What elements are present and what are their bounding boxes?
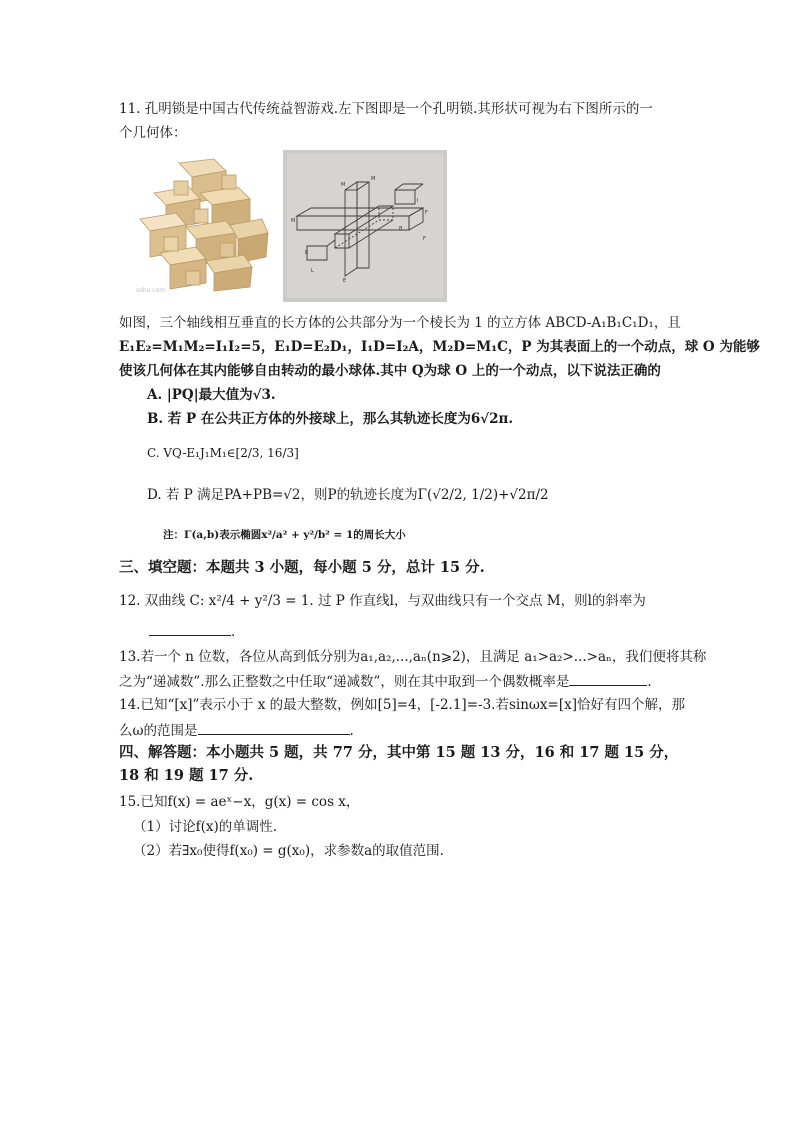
q11-option-b: B. 若 P 在公共正方体的外接球上，那么其轨迹长度为6√2π. — [147, 411, 514, 427]
section-4-heading-line-2: 18 和 19 题 17 分. — [119, 767, 254, 784]
svg-text:M: M — [341, 182, 346, 188]
q15-part-2: （2）若∃x₀使得f(x₀) = g(x₀)，求参数a的取值范围. — [133, 843, 444, 859]
q15-part-1: （1）讨论f(x)的单调性. — [133, 819, 278, 835]
q11-stem-line-1: 11. 孔明锁是中国古代传统益智游戏.左下图即是一个孔明锁.其形状可视为右下图所示的一 — [119, 101, 653, 117]
q11-note: 注：Γ(a,b)表示椭圆x²/a² + y²/b² = 1的周长大小 — [163, 529, 406, 541]
q11-desc-line-1: 如图，三个轴线相互垂直的长方体的公共部分为一个棱长为 1 的立方体 ABCD-A₁B₁C₁D₁，且 — [119, 315, 681, 331]
section-4-heading-line-1: 四、解答题：本小题共 5 题，共 77 分，其中第 15 题 13 分，16 和 17 题 15 分， — [119, 744, 679, 761]
section-3-heading: 三、填空题：本题共 3 小题，每小题 5 分，总计 15 分. — [119, 559, 485, 576]
kongming-lock-sketch — [283, 150, 447, 302]
q14-answer-blank[interactable] — [198, 721, 350, 735]
svg-text:F: F — [425, 210, 428, 216]
q14-line-2: 么ω的范围是 . — [119, 723, 354, 739]
q11-desc-line-3: 使该几何体在其内能够自由转动的最小球体.其中 Q为球 O 上的一个动点，以下说法正确的 — [119, 363, 661, 379]
svg-text:F: F — [423, 236, 426, 242]
q13-line-2-text: 之为“递减数”.那么正整数之中任取“递减数”，则在其中取到一个偶数概率是 — [119, 674, 570, 690]
svg-text:I: I — [417, 198, 419, 204]
q13-line-1: 13.若一个 n 位数，各位从高到低分别为a₁,a₂,...,aₙ(n⩾2)，且满足 a₁>a₂>...>aₙ，我们便将其称 — [119, 649, 707, 665]
q12-answer-line: . — [149, 622, 235, 641]
q15-line-1: 15.已知f(x) = aeˣ−x，g(x) = cos x， — [119, 794, 360, 810]
q11-option-c: C. VQ-E₁J₁M₁∈[2/3, 16/3] — [147, 446, 299, 460]
kongming-lock-photo — [134, 153, 272, 295]
q11-option-d: D. 若 P 满足PA+PB=√2，则P的轨迹长度为Γ(√2/2, 1/2)+√2π/2 — [147, 487, 549, 503]
svg-text:B: B — [399, 226, 403, 232]
svg-text:M: M — [371, 176, 376, 182]
q11-desc-line-2: E₁E₂=M₁M₂=I₁I₂=5，E₁D=E₂D₁，I₁D=I₂A，M₂D=M₁C，P 为其表面上的一个动点，球 O 为能够 — [119, 339, 760, 355]
q14-line-1: 14.已知“[x]”表示小于 x 的最大整数，例如[5]=4，[-2.1]=-3.若sinωx=[x]恰好有四个解，那 — [119, 697, 685, 713]
svg-text:E: E — [343, 278, 347, 284]
q12-answer-blank[interactable] — [149, 622, 231, 636]
q13-answer-blank[interactable] — [569, 672, 647, 686]
svg-text:L: L — [311, 268, 314, 274]
q12-line-1: 12. 双曲线 C: x²/4 + y²/3 = 1. 过 P 作直线l，与双曲线只有一个交点 M，则l的斜率为 — [119, 593, 646, 609]
q11-option-a: A. |PQ|最大值为√3. — [147, 387, 276, 403]
q13-line-2: 之为“递减数”.那么正整数之中任取“递减数”，则在其中取到一个偶数概率是 . — [119, 674, 652, 690]
q14-line-2-text: 么ω的范围是 — [119, 723, 198, 739]
svg-text:M: M — [291, 218, 296, 224]
svg-text:E: E — [305, 250, 309, 256]
photo-watermark: sohu.com — [136, 287, 166, 294]
q11-stem-line-2: 个几何体： — [119, 125, 187, 141]
